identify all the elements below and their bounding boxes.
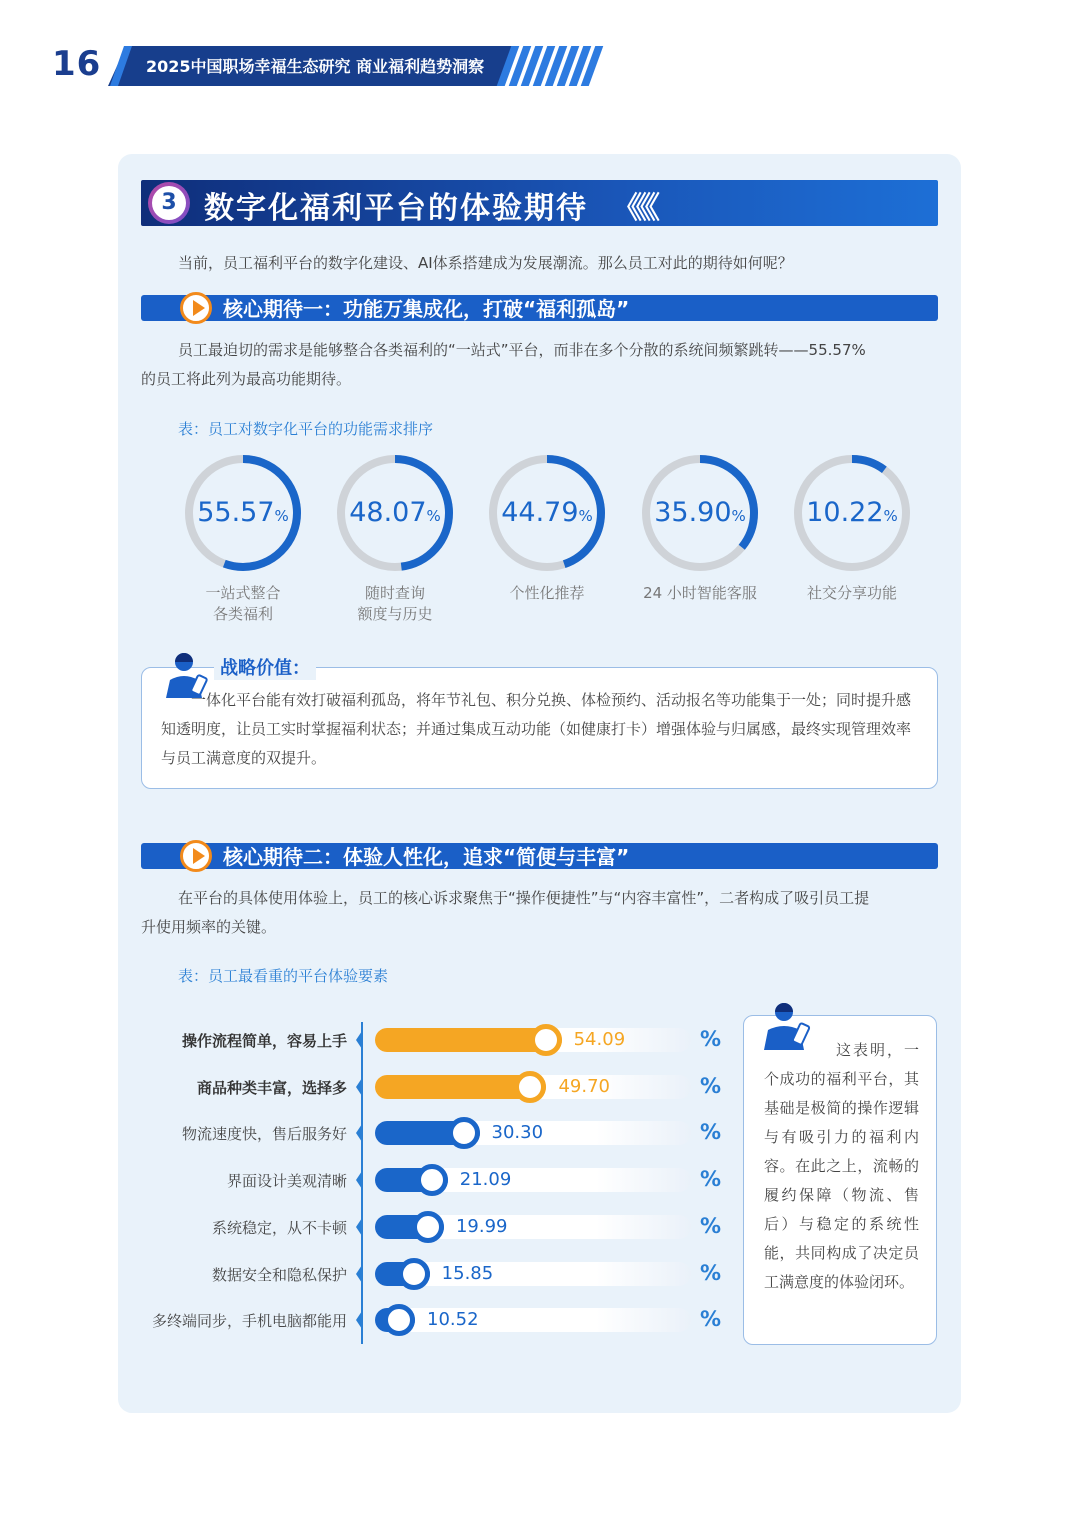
- bar-tick: [356, 1265, 362, 1283]
- bar-unit: %: [700, 1120, 722, 1145]
- donut-percent: %: [274, 507, 289, 525]
- bar-value: 30.30: [491, 1122, 544, 1144]
- donut-value: [333, 451, 457, 575]
- play-icon: [180, 840, 212, 872]
- bar-label: 物流速度快，售后服务好: [181, 1125, 347, 1144]
- bar-knob: [530, 1024, 562, 1056]
- bar-value: 49.70: [558, 1075, 610, 1097]
- bar-unit: %: [700, 1027, 722, 1051]
- donut-label: 个性化推荐: [509, 584, 585, 602]
- bar-track: [375, 1215, 691, 1239]
- paragraph-line: 员工最迫切的需求是能够整合各类福利的“一站式”平台，而非在多个分散的系统间频繁跳转——55.57%: [178, 341, 866, 359]
- bar-label: 界面设计美观清晰: [226, 1172, 347, 1191]
- bar-label: 数据安全和隐私保护: [211, 1265, 347, 1284]
- bar-label: 操作流程简单，容易上手: [181, 1032, 347, 1050]
- bar-track: [375, 1168, 691, 1192]
- donut-number: 10.22: [806, 497, 884, 528]
- bar-unit: %: [700, 1307, 722, 1332]
- donut-percent: %: [426, 507, 441, 525]
- bar-label: 系统稳定，从不卡顿: [211, 1218, 347, 1237]
- donut-chart: [790, 451, 914, 575]
- subsection-title: 核心期待二：体验人性化，追求“简便与丰富”: [223, 845, 630, 869]
- donut-chart: [181, 451, 305, 575]
- bar-value: 21.09: [459, 1169, 512, 1191]
- bar-label: 商品种类丰富，选择多: [196, 1078, 347, 1097]
- donut-number: 48.07: [349, 497, 427, 528]
- bar-tick: [356, 1124, 362, 1142]
- section-title: 数字化福利平台的体验期待: [204, 191, 588, 226]
- donut-number: 44.79: [501, 497, 579, 528]
- donut-chart: [333, 451, 457, 575]
- insight-text: 这表明，一个成功的福利平台，其基础是极简的操作逻辑与有吸引力的福利内容。在此之上，流畅的履约保障（物流、售后）与稳定的系统性能，共同构成了决定员工满意度的体验闭环。: [764, 1041, 919, 1291]
- donut-number: 55.57: [197, 497, 275, 528]
- bar-tick: [356, 1171, 362, 1189]
- bar-tick: [356, 1311, 362, 1329]
- bar-unit: %: [700, 1213, 722, 1238]
- donut-value: [485, 451, 609, 575]
- play-icon: [180, 292, 212, 324]
- bar-track: [375, 1308, 691, 1332]
- bar-knob: [398, 1258, 430, 1290]
- donut-percent: %: [731, 507, 746, 525]
- bar-track: [375, 1075, 691, 1099]
- section-intro: 当前，员工福利平台的数字化建设、AI体系搭建成为发展潮流。那么员工对此的期待如何呢？: [178, 254, 793, 272]
- donut-chart: [485, 451, 609, 575]
- bar-value: 54.09: [573, 1029, 626, 1050]
- bar-value: 10.52: [427, 1309, 479, 1331]
- section-number: 3: [152, 186, 186, 220]
- bar-track: [375, 1262, 691, 1286]
- strategy-text: 一体化平台能有效打破福利孤岛，将年节礼包、积分兑换、体检预约、活动报名等功能集于一处；同时提升感知透明度，让员工实时掌握福利状态；并通过集成互动功能（如健康打卡）增强体验与归属感，最终实现管理效率与员工满意度的双提升。: [161, 691, 912, 767]
- bar-label: 多终端同步，手机电脑都能用: [151, 1312, 347, 1331]
- bar-tick: [356, 1078, 362, 1096]
- donut-label: 一站式整合 各类福利: [205, 584, 281, 623]
- bar-tick: [356, 1218, 362, 1236]
- bar-value: 19.99: [455, 1215, 508, 1237]
- bar-unit: %: [700, 1260, 722, 1285]
- bar-knob: [448, 1117, 480, 1149]
- table-caption: 表：员工对数字化平台的功能需求排序: [178, 420, 434, 438]
- chevron-left-icon: 《《《: [612, 191, 654, 226]
- donut-value: [181, 451, 305, 575]
- donut-percent: %: [883, 507, 898, 525]
- paragraph-line: 升使用频率的关键。: [141, 918, 277, 936]
- donut-label: 随时查询 额度与历史: [357, 584, 433, 623]
- donut-value: [638, 451, 762, 575]
- table-caption: 表：员工最看重的平台体验要素: [178, 967, 389, 985]
- donut-label: 24 小时智能客服: [643, 584, 757, 602]
- bar-tick: [356, 1031, 362, 1049]
- paragraph-line: 的员工将此列为最高功能期待。: [141, 370, 352, 388]
- subsection-title: 核心期待一：功能万集成化，打破“福利孤岛”: [223, 297, 630, 321]
- donut-percent: %: [578, 507, 593, 525]
- bar-unit: %: [700, 1167, 722, 1192]
- bar-knob: [383, 1304, 415, 1336]
- header-title: 2025中国职场幸福生态研究 商业福利趋势洞察: [146, 57, 485, 76]
- donut-number: 35.90: [654, 497, 732, 528]
- strategy-label: 战略价值：: [214, 654, 316, 680]
- bar-unit: %: [700, 1073, 722, 1098]
- donut-chart: [638, 451, 762, 575]
- bar-knob: [416, 1164, 448, 1196]
- bar-knob: [412, 1211, 444, 1243]
- page-number: 16: [52, 44, 102, 84]
- donut-label: 社交分享功能: [806, 584, 897, 602]
- donut-value: [790, 451, 914, 575]
- bar-knob: [514, 1071, 546, 1103]
- bar-track: [375, 1028, 691, 1052]
- bar-value: 15.85: [441, 1262, 494, 1284]
- paragraph-line: 在平台的具体使用体验上，员工的核心诉求聚焦于“操作便捷性”与“内容丰富性”，二者构成了吸引员工提: [178, 889, 870, 907]
